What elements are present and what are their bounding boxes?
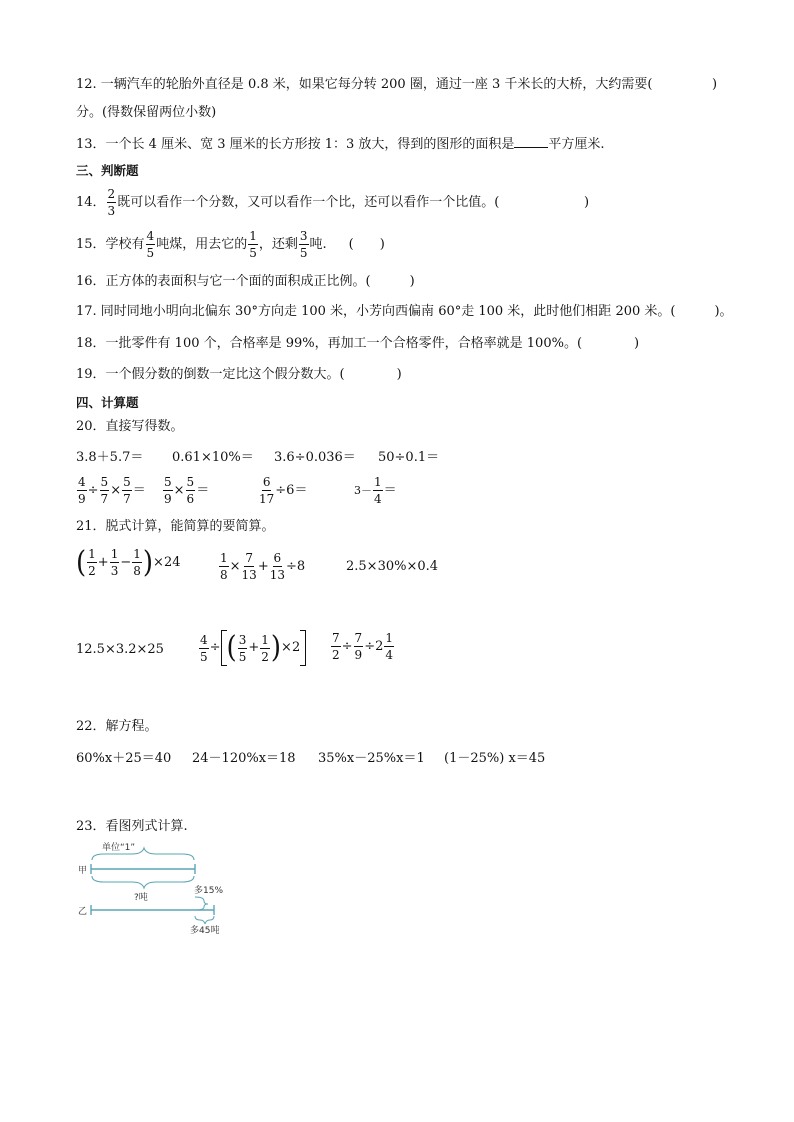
question-18: 18．一批零件有 100 个，合格率是 99%，再加工一个合格零件，合格率就是 100%。( ) xyxy=(76,336,640,351)
equation: 60%x＋25＝40 xyxy=(76,751,172,766)
fraction: $\frac{1}{5}$ xyxy=(249,229,257,260)
q12-close-paren: ) xyxy=(712,77,718,92)
calc-item: 12.5×3.2×25 xyxy=(76,642,164,657)
calc-item: 3－ 1 4 ＝ xyxy=(354,475,397,506)
question-23-title: 23．看图列式计算. xyxy=(76,819,188,834)
row-label-b: 乙 xyxy=(78,907,88,917)
question-16: 16．正方体的表面积与它一个面的面积成正比例。( ) xyxy=(76,274,415,289)
line-segment-diagram xyxy=(74,838,234,936)
calc-item: 0.61×10%＝ xyxy=(172,450,254,465)
calc-item: $\frac{4}{5}$ ÷ ( 3 5 + $\frac{1}{2}$ ) ×2 xyxy=(198,630,306,666)
calc-item: 3.8＋5.7＝ xyxy=(76,450,144,465)
q12-line2: 分。(得数保留两位小数) xyxy=(76,105,217,120)
q14-close-paren: ) xyxy=(584,195,590,210)
fraction: $\frac{3}{5}$ xyxy=(299,229,308,260)
question-14: 14． $\frac{2}{3}$ 既可以看作一个分数，又可以看作一个比，还可以看作一个比值。( xyxy=(76,187,500,218)
calc-item: $\frac{5}{9}$ × $\frac{5}{6}$ ＝ xyxy=(164,475,210,506)
brace-extra xyxy=(195,897,208,910)
section-judgement-heading: 三、判断题 xyxy=(76,163,139,178)
question-13: 13．一个长 4 厘米、宽 3 厘米的长方形按 1：3 放大，得到的图形的面积是 平方厘米. xyxy=(76,137,605,152)
calc-item: $\frac{7}{2}$ ÷ $\frac{7}{9}$ ÷2 1 4 xyxy=(332,631,393,662)
calc-item: $\frac{6}{17}$ ÷6＝ xyxy=(259,475,308,506)
answer-blank[interactable] xyxy=(514,135,548,148)
calc-item: $\frac{1}{8}$ × $\frac{7}{13}$ + $\frac{6}{13}$ ÷8 xyxy=(220,551,306,582)
fraction: $\frac{2}{3}$ xyxy=(107,187,116,218)
question-17: 17. 同时同地小明向北偏东 30°方向走 100 米，小芳向西偏南 60°走 100 米，此时他们相距 200 米。( )。 xyxy=(76,304,733,319)
question-22-title: 22．解方程。 xyxy=(76,719,158,734)
row-label-a: 甲 xyxy=(78,866,88,876)
question-21-title: 21．脱式计算，能简算的要简算。 xyxy=(76,519,275,534)
more-percent-label: 多15% xyxy=(194,886,224,896)
calc-item: $\frac{4}{9}$ ÷ $\frac{5}{7}$ × $\frac{5}{7}$ ＝ xyxy=(78,475,146,506)
brace-extra-bottom xyxy=(195,916,214,924)
section-calculation-heading: 四、计算题 xyxy=(76,395,139,410)
unknown-label: ?吨 xyxy=(134,893,148,903)
question-19: 19．一个假分数的倒数一定比这个假分数大。( ) xyxy=(76,367,402,382)
brace-bottom xyxy=(92,876,194,888)
question-12 xyxy=(76,76,652,94)
calc-item: 2.5×30%×0.4 xyxy=(346,559,439,574)
unit-label: 单位“1” xyxy=(102,843,136,853)
calc-item: 50÷0.1＝ xyxy=(378,450,440,465)
q12-text: 12. 一辆汽车的轮胎外直径是 0.8 米，如果它每分转 200 圈，通过一座 3 千米长的大桥，大约需要( xyxy=(76,77,653,92)
calc-item: 3.6÷0.036＝ xyxy=(274,450,356,465)
equation: 24－120%x＝18 xyxy=(192,751,296,766)
question-20-title: 20．直接写得数。 xyxy=(76,419,184,434)
fraction: $\frac{4}{5}$ xyxy=(146,229,155,260)
equation: (1－25%) x＝45 xyxy=(444,751,546,766)
more-tons-label: 多45吨 xyxy=(190,926,220,936)
equation: 35%x－25%x＝1 xyxy=(318,751,425,766)
question-15: 15．学校有 $\frac{4}{5}$ 吨煤，用去它的 $\frac{1}{5}$ ，还剩 $\frac{3}{5}$ 吨. ( ) xyxy=(76,229,385,260)
calc-item: ( 1 2 + $\frac{1}{3}$ − $\frac{1}{8}$ ) ×24 xyxy=(76,545,181,580)
